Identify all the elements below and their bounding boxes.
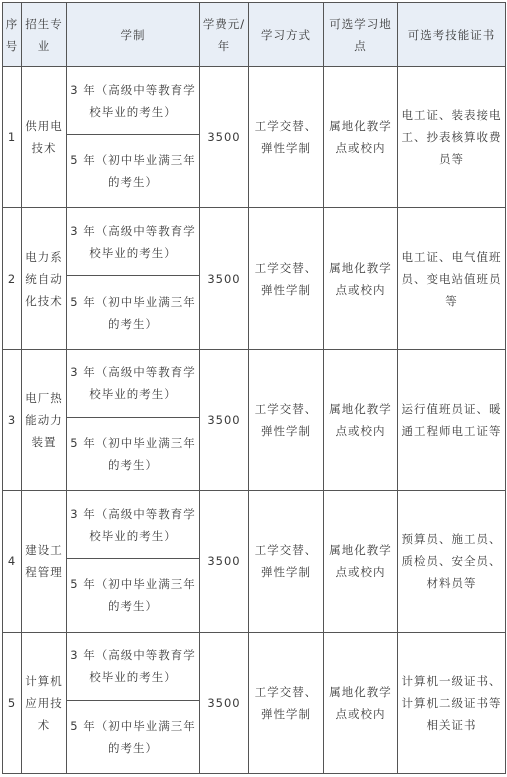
row-mode: 工学交替、弹性学制 <box>249 67 324 208</box>
table-header <box>3 3 506 67</box>
table-row <box>3 67 506 135</box>
row-system-5yr: 5 年（初中毕业满三年的考生） <box>67 417 200 490</box>
header-location: 可选学习地点 <box>324 3 398 67</box>
header-system: 学制 <box>67 3 200 67</box>
row-certs: 电工证、装表接电工、抄表核算收费员等 <box>398 67 506 208</box>
row-location: 属地化教学点或校内 <box>324 208 398 349</box>
header-mode: 学习方式 <box>249 3 324 67</box>
row-location: 属地化教学点或校内 <box>324 491 398 632</box>
row-seq: 5 <box>3 632 22 773</box>
row-system-5yr: 5 年（初中毕业满三年的考生） <box>67 135 200 208</box>
row-system-3yr: 3 年（高级中等教育学校毕业的考生） <box>67 67 200 135</box>
row-seq: 1 <box>3 67 22 208</box>
row-fee: 3500 <box>200 491 249 632</box>
row-system-5yr: 5 年（初中毕业满三年的考生） <box>67 559 200 632</box>
row-fee: 3500 <box>200 67 249 208</box>
row-system-3yr: 3 年（高级中等教育学校毕业的考生） <box>67 491 200 559</box>
row-major: 电力系统自动化技术 <box>22 208 67 349</box>
table-row <box>3 491 506 559</box>
header-certs: 可选考技能证书 <box>398 3 506 67</box>
row-system-5yr: 5 年（初中毕业满三年的考生） <box>67 700 200 773</box>
row-system-5yr: 5 年（初中毕业满三年的考生） <box>67 276 200 349</box>
row-system-3yr: 3 年（高级中等教育学校毕业的考生） <box>67 349 200 417</box>
header-major: 招生专业 <box>22 3 67 67</box>
row-mode: 工学交替、弹性学制 <box>249 349 324 490</box>
row-major: 建设工程管理 <box>22 491 67 632</box>
table-body <box>3 67 506 774</box>
table-row <box>3 208 506 276</box>
row-major: 计算机应用技术 <box>22 632 67 773</box>
header-fee: 学费元/年 <box>200 3 249 67</box>
row-fee: 3500 <box>200 349 249 490</box>
row-certs: 预算员、施工员、质检员、安全员、材料员等 <box>398 491 506 632</box>
row-major: 供用电技术 <box>22 67 67 208</box>
row-location: 属地化教学点或校内 <box>324 67 398 208</box>
row-certs: 运行值班员证、暖通工程师电工证等 <box>398 349 506 490</box>
row-mode: 工学交替、弹性学制 <box>249 208 324 349</box>
row-fee: 3500 <box>200 632 249 773</box>
row-system-3yr: 3 年（高级中等教育学校毕业的考生） <box>67 208 200 276</box>
row-certs: 电工证、电气值班员、变电站值班员等 <box>398 208 506 349</box>
enrollment-table <box>2 2 506 774</box>
row-mode: 工学交替、弹性学制 <box>249 491 324 632</box>
row-fee: 3500 <box>200 208 249 349</box>
table-row <box>3 632 506 700</box>
row-seq: 4 <box>3 491 22 632</box>
table-row <box>3 349 506 417</box>
row-system-3yr: 3 年（高级中等教育学校毕业的考生） <box>67 632 200 700</box>
row-seq: 2 <box>3 208 22 349</box>
row-major: 电厂热能动力装置 <box>22 349 67 490</box>
header-seq: 序号 <box>3 3 22 67</box>
row-mode: 工学交替、弹性学制 <box>249 632 324 773</box>
row-seq: 3 <box>3 349 22 490</box>
row-certs: 计算机一级证书、计算机二级证书等相关证书 <box>398 632 506 773</box>
row-location: 属地化教学点或校内 <box>324 632 398 773</box>
row-location: 属地化教学点或校内 <box>324 349 398 490</box>
